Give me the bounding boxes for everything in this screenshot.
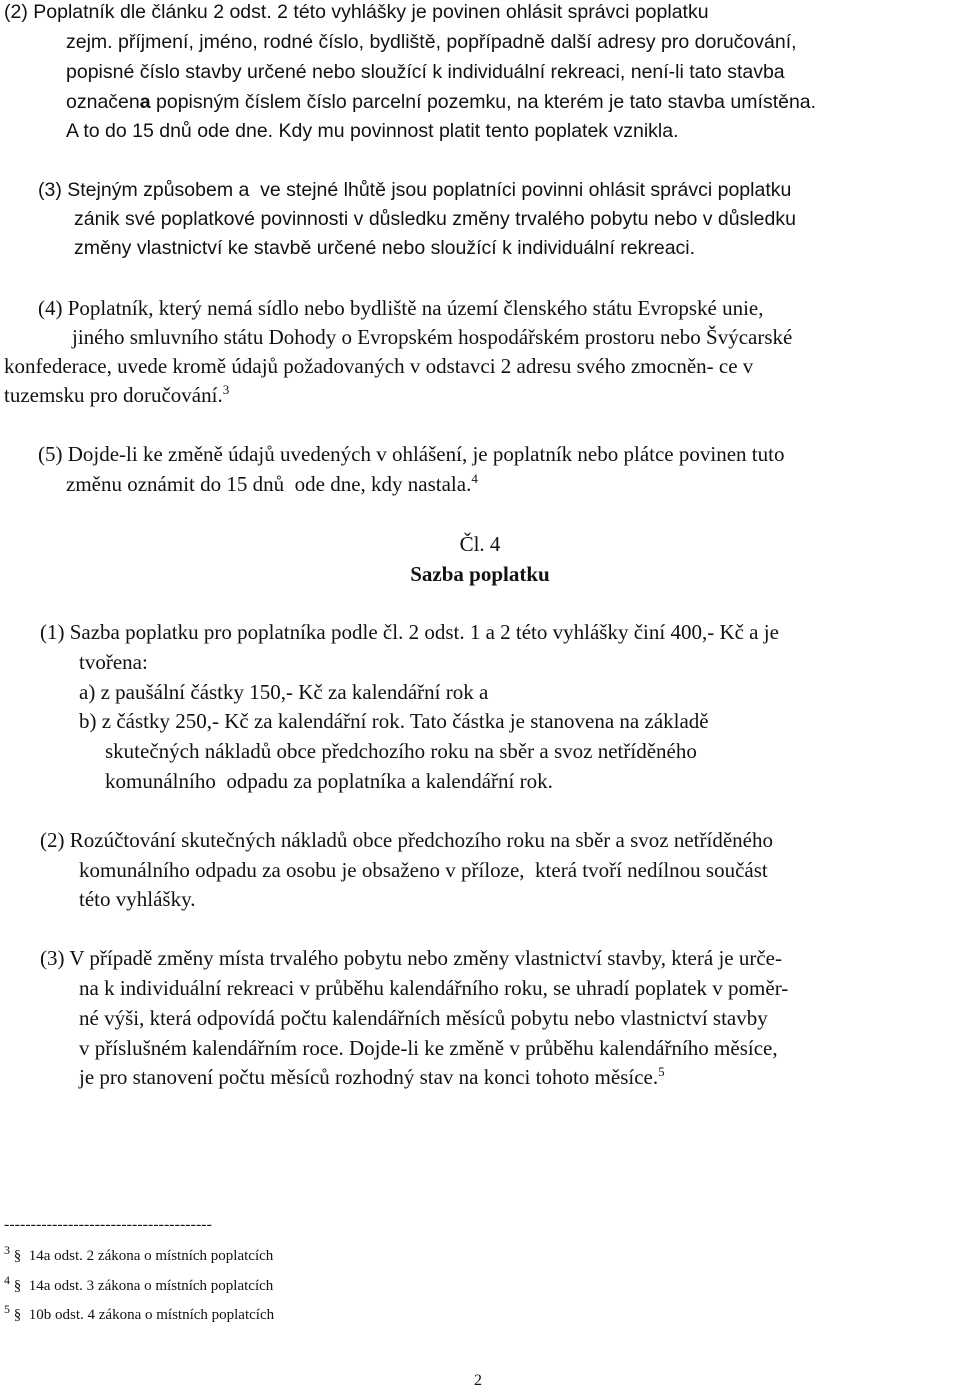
s1-line2: tvořena: — [79, 650, 148, 674]
s1-item-b-line3: komunálního odpadu za poplatníka a kalendářní rok. — [105, 769, 553, 793]
para2-line4-rest: popisným číslem číslo parcelní pozemku, na kterém je tato stavba umístěna. — [150, 91, 817, 113]
s2-line2: komunálního odpadu za osobu je obsaženo v příloze, která tvoří nedílnou součást — [79, 858, 768, 882]
s2-line1: (2) Rozúčtování skutečných nákladů obce předchozího roku na sběr a svoz netříděného — [40, 828, 773, 852]
article-title: Sazba poplatku — [410, 562, 550, 586]
para4-line4 — [4, 383, 229, 407]
para2-line3: popisné číslo stavby určené nebo sloužící k individuální rekreaci, není-li tato stavba — [66, 61, 785, 83]
footnote-3 — [4, 1243, 274, 1265]
page-number: 2 — [474, 1372, 482, 1389]
s3-line5 — [79, 1065, 665, 1089]
para3-line2: zánik své poplatkové povinnosti v důsledku změny trvalého pobytu nebo v důsledku — [74, 208, 796, 230]
para5-line2 — [66, 472, 478, 496]
s1-item-b-line2: skutečných nákladů obce předchozího roku na sběr a svoz netříděného — [105, 739, 697, 763]
footnote-ref-5: 5 — [658, 1064, 665, 1079]
s2-line3: této vyhlášky. — [79, 887, 196, 911]
para5-line2-text: změnu oznámit do 15 dnů ode dne, kdy nastala. — [66, 472, 472, 496]
footnote-3-number: 3 — [4, 1243, 10, 1257]
para2-line1: (2) Poplatník dle článku 2 odst. 2 této vyhlášky je povinen ohlásit správci poplatku — [4, 1, 709, 23]
footnote-4 — [4, 1273, 274, 1295]
para4-line4-text: tuzemsku pro doručování. — [4, 383, 223, 407]
footnote-3-text: § 14a odst. 2 zákona o místních poplatcích — [13, 1248, 274, 1264]
para2-line5: A to do 15 dnů ode dne. Kdy mu povinnost platit tento poplatek vznikla. — [66, 120, 679, 142]
para2-line2: zejm. příjmení, jméno, rodné číslo, bydliště, popřípadně další adresy pro doručování, — [66, 31, 797, 53]
para3-line3: změny vlastnictví ke stavbě určené nebo sloužící k individuální rekreaci. — [74, 237, 696, 259]
para3-line1: (3) Stejným způsobem a ve stejné lhůtě jsou poplatníci povinni ohlásit správci poplatku — [38, 179, 792, 201]
footnote-4-text: § 14a odst. 3 zákona o místních poplatcích — [13, 1278, 274, 1294]
s1-item-a: a) z paušální částky 150,- Kč za kalendářní rok a — [79, 680, 489, 704]
footnote-separator: --------------------------------------- — [4, 1216, 212, 1233]
s3-line1: (3) V případě změny místa trvalého pobytu nebo změny vlastnictví stavby, která je urče- — [40, 946, 782, 970]
para2-line4-start: označen — [66, 91, 140, 113]
footnote-5 — [4, 1302, 275, 1324]
footnote-5-number: 5 — [4, 1302, 10, 1316]
footnote-4-number: 4 — [4, 1273, 10, 1287]
footnote-ref-3: 3 — [222, 382, 230, 397]
para4-line3: konfederace, uvede kromě údajů požadovaných v odstavci 2 adresu svého zmocněn- ce v — [4, 354, 754, 378]
s3-line4: v příslušném kalendářním roce. Dojde-li ke změně v průběhu kalendářního měsíce, — [79, 1036, 778, 1060]
para2-line4 — [66, 90, 816, 114]
s1-line1: (1) Sazba poplatku pro poplatníka podle čl. 2 odst. 1 a 2 této vyhlášky činí 400,- Kč a je — [40, 620, 779, 644]
para2-line4-bold: a — [139, 91, 151, 113]
s3-line2: na k individuální rekreaci v průběhu kalendářního roku, se uhradí poplatek v poměr- — [79, 976, 789, 1000]
footnote-ref-4: 4 — [471, 471, 478, 486]
s3-line5-text: je pro stanovení počtu měsíců rozhodný stav na konci tohoto měsíce. — [79, 1065, 659, 1089]
para5-line1: (5) Dojde-li ke změně údajů uvedených v ohlášení, je poplatník nebo plátce povinen tuto — [38, 442, 785, 466]
s3-line3: né výši, která odpovídá počtu kalendářních měsíců pobytu nebo vlastnictví stavby — [79, 1006, 768, 1030]
s1-item-b: b) z částky 250,- Kč za kalendářní rok. Tato částka je stanovena na základě — [79, 709, 709, 733]
para4-line2: jiného smluvního státu Dohody o Evropském hospodářském prostoru nebo Švýcarské — [72, 325, 793, 349]
para4-line1: (4) Poplatník, který nemá sídlo nebo bydliště na území členského státu Evropské unie, — [38, 296, 764, 320]
article-number: Čl. 4 — [459, 532, 501, 556]
footnote-5-text: § 10b odst. 4 zákona o místních poplatcích — [13, 1307, 275, 1323]
